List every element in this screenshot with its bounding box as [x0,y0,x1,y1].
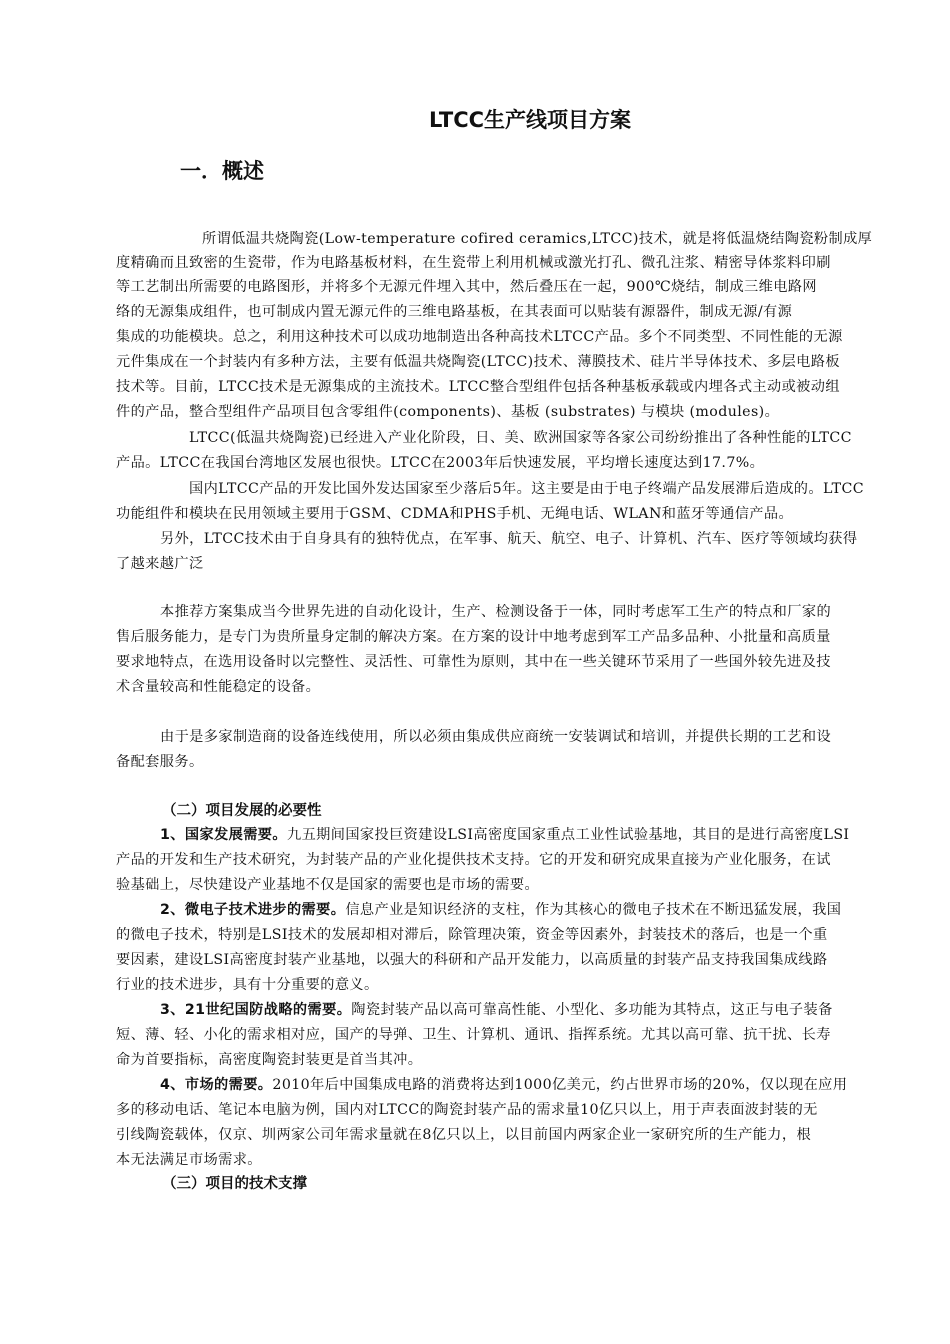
section-heading-necessity: （二）项目发展的必要性 [162,803,322,819]
necessity-line: 引线陶瓷载体，仅京、圳两家公司年需求量就在8亿只以上，以目前国内两家企业一家研究所的生产能力，根 [116,1127,812,1143]
item-lead: 4、市场的需要。 [160,1077,273,1093]
item-lead: 3、21世纪国防战略的需要。 [160,1002,352,1018]
overview-line: 技术等。目前，LTCC技术是无源集成的主流技术。LTCC整合型组件包括各种基板承载或内埋各式主动或被动组 [116,379,840,395]
overview-line: 度精确而且致密的生瓷带，作为电路基板材料，在生瓷带上利用机械或激光打孔、微孔注浆、精密导体浆料印刷 [116,255,831,271]
recommend-line: 要求地特点，在选用设备时以完整性、灵活性、可靠性为原则，其中在一些关键环节采用了一些国外较先进及技 [116,654,831,670]
service-line: 备配套服务。 [116,754,204,770]
necessity-item-1 [160,823,942,847]
service-line: 由于是多家制造商的设备连线使用，所以必须由集成供应商统一安装调试和培训，并提供长期的工艺和设 [160,729,832,745]
overview-line: 另外，LTCC技术由于自身具有的独特优点，在军事、航天、航空、电子、计算机、汽车、医疗等领域均获得 [160,531,858,547]
item-text: 信息产业是知识经济的支柱，作为其核心的微电子技术在不断迅猛发展，我国 [345,902,842,918]
overview-line: 所谓低温共烧陶瓷(Low-temperature cofired ceramics,LTCC)技术，就是将低温烧结陶瓷粉制成厚 [202,231,873,247]
overview-line: 产品。LTCC在我国台湾地区发展也很快。LTCC在2003年后快速发展，平均增长速度达到17.7%。 [116,455,765,471]
overview-line: 集成的功能模块。总之，利用这种技术可以成功地制造出各种高技术LTCC产品。多个不同类型、不同性能的无源 [116,329,843,345]
overview-line: 国内LTCC产品的开发比国外发达国家至少落后5年。这主要是由于电子终端产品发展滞后造成的。LTCC [189,481,865,497]
item-lead: 1、国家发展需要。 [160,827,287,843]
overview-line: 件的产品，整合型组件产品项目包含零组件(components)、基板 (substrates) 与模块 (modules)。 [116,404,780,420]
necessity-line: 要因素，建设LSI高密度封装产业基地，以强大的科研和产品开发能力，以高质量的封装产品支持我国集成线路 [116,952,828,968]
overview-line: 了越来越广泛 [116,556,204,572]
overview-line: 络的无源集成组件，也可制成内置无源元件的三维电路基板，在其表面可以贴装有源器件，制成无源/有源 [116,304,793,320]
doc-title: LTCC生产线项目方案 [428,108,632,132]
necessity-line: 的微电子技术，特别是LSI技术的发展却相对滞后，除管理决策，资金等因素外，封装技术的落后，也是一个重 [116,927,828,943]
item-text: 九五期间国家投巨资建设LSI高密度国家重点工业性试验基地，其目的是进行高密度LSI [286,827,850,843]
recommend-line: 术含量较高和性能稳定的设备。 [116,679,321,695]
overview-line: 元件集成在一个封装内有多种方法，主要有低温共烧陶瓷(LTCC)技术、薄膜技术、硅片半导体技术、多层电路板 [116,354,840,370]
item-lead: 2、微电子技术进步的需要。 [160,902,346,918]
section-heading-overview: 一．概述 [180,159,264,183]
necessity-line: 本无法满足市场需求。 [116,1152,262,1168]
recommend-line: 本推荐方案集成当今世界先进的自动化设计，生产、检测设备于一体，同时考虑军工生产的特点和厂家的 [160,604,832,620]
recommend-line: 售后服务能力，是专门为贵所量身定制的解决方案。在方案的设计中地考虑到军工产品多品种、小批量和高质量 [116,629,831,645]
overview-line: 等工艺制出所需要的电路图形，并将多个无源元件埋入其中，然后叠压在一起，900℃烧结，制成三维电路网 [116,279,817,295]
section-heading-tech-support: （三）项目的技术支撑 [162,1176,307,1192]
overview-line: 功能组件和模块在民用领域主要用于GSM、CDMA和PHS手机、无绳电话、WLAN和蓝牙等通信产品。 [116,506,794,522]
necessity-item-4 [160,1073,942,1097]
necessity-line: 产品的开发和生产技术研究，为封装产品的产业化提供技术支持。它的开发和研究成果直接为产业化服务，在试 [116,852,831,868]
necessity-line: 短、薄、轻、小化的需求相对应，国产的导弹、卫生、计算机、通讯、指挥系统。尤其以高可靠、抗干扰、长寿 [116,1027,831,1043]
overview-line: LTCC(低温共烧陶瓷)已经进入产业化阶段，日、美、欧洲国家等各家公司纷纷推出了各种性能的LTCC [189,430,852,446]
necessity-line: 行业的技术进步，具有十分重要的意义。 [116,977,379,993]
necessity-line: 验基础上，尽快建设产业基地不仅是国家的需要也是市场的需要。 [116,877,540,893]
item-text: 陶瓷封装产品以高可靠高性能、小型化、多功能为其特点，这正与电子装备 [351,1002,833,1018]
necessity-line: 多的移动电话、笔记本电脑为例，国内对LTCC的陶瓷封装产品的需求量10亿只以上，用于声表面波封装的无 [116,1102,818,1118]
necessity-item-2 [160,898,942,922]
item-text: 2010年后中国集成电路的消费将达到1000亿美元，约占世界市场的20%，仅以现在应用 [272,1077,848,1093]
necessity-item-3 [160,998,942,1022]
necessity-line: 命为首要指标，高密度陶瓷封装更是首当其冲。 [116,1052,423,1068]
